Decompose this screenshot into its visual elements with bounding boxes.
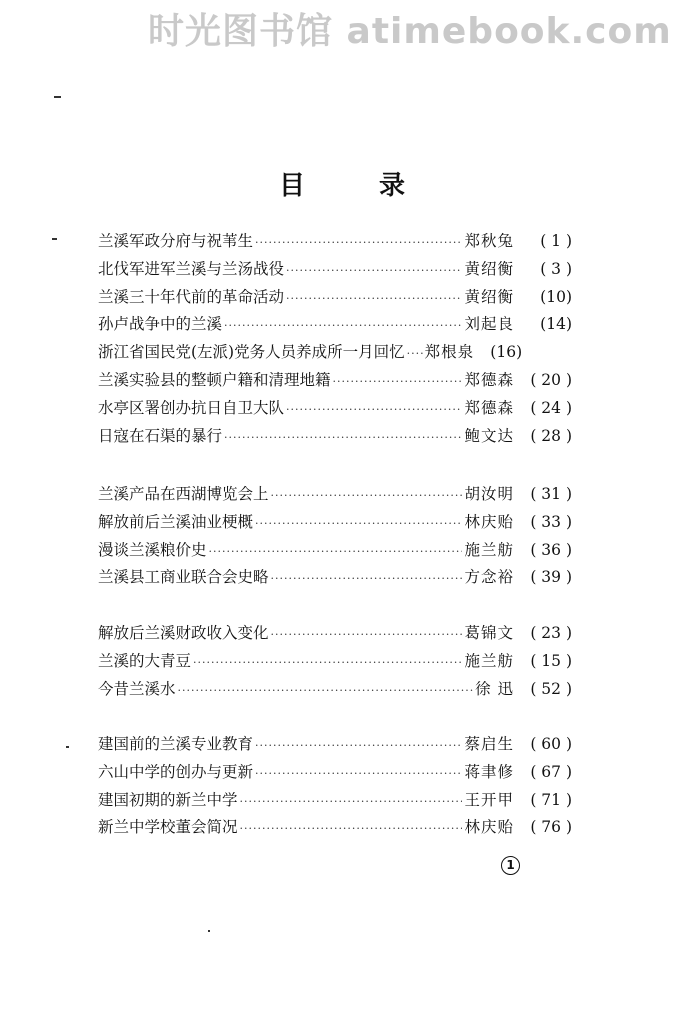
toc-author: 鲍文达 xyxy=(464,426,514,445)
dot-leader xyxy=(255,760,462,788)
toc-author: 郑德森 xyxy=(464,398,514,417)
watermark-text: 时光图书馆 atimebook.com xyxy=(148,11,672,52)
toc-title: 兰溪实验县的整顿户籍和清理地籍 xyxy=(98,370,331,389)
toc-title: 解放后兰溪财政收入变化 xyxy=(98,624,269,642)
toc-row[interactable] xyxy=(98,367,572,395)
toc-row[interactable] xyxy=(98,339,572,367)
toc-author: 郑秋兔 xyxy=(464,232,514,250)
toc-title: 兰溪军政分府与祝苇生 xyxy=(98,232,254,250)
scan-speck xyxy=(208,930,210,932)
toc-row[interactable] xyxy=(98,620,572,648)
toc-group-3 xyxy=(98,620,572,703)
toc-title: 浙江省国民党(左派)党务人员养成所一月回忆 xyxy=(98,343,405,362)
title-char-2: 录 xyxy=(379,171,406,201)
toc-title: 建国前的兰溪专业教育 xyxy=(98,735,254,753)
toc-title: 日寇在石渠的暴行 xyxy=(98,426,223,445)
toc-page: ( 15 ) xyxy=(530,651,572,670)
toc-page: ( 33 ) xyxy=(530,512,572,531)
toc-row[interactable] xyxy=(98,759,572,787)
toc-title: 兰溪三十年代前的革命活动 xyxy=(98,287,285,306)
dot-leader xyxy=(224,312,462,340)
dot-leader xyxy=(271,621,463,649)
scan-speck xyxy=(66,746,69,748)
toc-title: 建国初期的新兰中学 xyxy=(98,790,238,809)
toc-page: ( 28 ) xyxy=(530,426,572,445)
toc-group-4 xyxy=(98,731,572,842)
toc-title: 北伐军进军兰溪与兰汤战役 xyxy=(98,259,285,278)
toc-author: 王开甲 xyxy=(464,790,514,809)
toc-title: 解放前后兰溪油业梗概 xyxy=(98,512,254,531)
toc-row[interactable] xyxy=(98,787,572,815)
toc-row[interactable] xyxy=(98,509,572,537)
toc-row[interactable] xyxy=(98,648,572,676)
dot-leader xyxy=(407,340,423,368)
toc-title: 漫谈兰溪粮价史 xyxy=(98,540,207,559)
toc-author: 胡汝明 xyxy=(464,485,514,503)
toc-author: 徐 迅 xyxy=(475,679,514,698)
toc-title: 兰溪产品在西湖博览会上 xyxy=(98,485,269,503)
toc-row[interactable] xyxy=(98,311,572,339)
toc-title: 水亭区署创办抗日自卫大队 xyxy=(98,398,285,417)
toc-author: 郑德森 xyxy=(464,370,514,389)
toc-title: 今昔兰溪水 xyxy=(98,679,176,698)
toc-title: 孙卢战争中的兰溪 xyxy=(98,315,223,334)
toc-page: ( 24 ) xyxy=(530,398,572,417)
dot-leader xyxy=(333,368,463,396)
toc-author: 刘起良 xyxy=(464,315,514,334)
toc-row[interactable] xyxy=(98,731,572,759)
dot-leader xyxy=(193,649,462,677)
toc-page: ( 71 ) xyxy=(530,790,572,809)
toc-row[interactable] xyxy=(98,284,572,312)
toc-page: ( 36 ) xyxy=(530,540,572,559)
dot-leader xyxy=(224,424,462,452)
toc-row[interactable] xyxy=(98,256,572,284)
toc-row[interactable] xyxy=(98,814,572,842)
toc-page: ( 76 ) xyxy=(530,818,572,837)
title-char-1: 目 xyxy=(278,171,305,201)
toc-row[interactable] xyxy=(98,423,572,451)
dot-leader xyxy=(178,677,474,705)
toc-author: 林庆贻 xyxy=(464,512,514,531)
dot-leader xyxy=(286,257,462,285)
toc-row[interactable] xyxy=(98,481,572,509)
page-title xyxy=(0,168,684,204)
toc-row[interactable] xyxy=(98,395,572,423)
dot-leader xyxy=(209,538,463,566)
toc-title: 兰溪的大青豆 xyxy=(98,651,192,670)
page-number: 1 xyxy=(501,856,520,875)
toc-author: 黄绍衡 xyxy=(464,259,514,278)
dot-leader xyxy=(240,788,463,816)
toc-page: ( 52 ) xyxy=(530,679,572,698)
toc-page: ( 23 ) xyxy=(530,624,572,642)
scan-speck xyxy=(54,96,61,98)
toc-page: ( 3 ) xyxy=(540,259,572,278)
dot-leader xyxy=(286,285,462,313)
toc-page: ( 39 ) xyxy=(530,568,572,587)
dot-leader xyxy=(255,510,462,538)
toc-group-2 xyxy=(98,481,572,592)
toc-page: ( 67 ) xyxy=(530,762,572,781)
toc-title: 新兰中学校董会简况 xyxy=(98,818,238,837)
toc-author: 郑根泉 xyxy=(424,343,475,362)
dot-leader xyxy=(271,482,463,510)
toc-page: ( 1 ) xyxy=(540,232,572,250)
dot-leader xyxy=(286,396,462,424)
toc-page: (10) xyxy=(540,287,572,306)
toc-author: 黄绍衡 xyxy=(464,287,514,306)
toc-author: 林庆贻 xyxy=(464,818,514,837)
toc-row[interactable] xyxy=(98,676,572,704)
toc-author: 施兰舫 xyxy=(464,540,514,559)
dot-leader xyxy=(240,815,463,843)
toc-page: ( 20 ) xyxy=(530,370,572,389)
dot-leader xyxy=(255,732,462,760)
toc-page: (14) xyxy=(540,315,572,334)
toc-author: 施兰舫 xyxy=(464,651,514,670)
toc-author: 蒋聿修 xyxy=(464,762,514,781)
toc-row[interactable] xyxy=(98,228,572,256)
dot-leader xyxy=(255,229,462,257)
toc-page: ( 60 ) xyxy=(530,735,572,753)
toc-row[interactable] xyxy=(98,537,572,565)
toc-row[interactable] xyxy=(98,564,572,592)
toc-title: 兰溪县工商业联合会史略 xyxy=(98,568,269,587)
toc-author: 葛锦文 xyxy=(464,624,514,642)
toc-page: ( 31 ) xyxy=(530,485,572,503)
scan-speck xyxy=(52,238,57,240)
toc-title: 六山中学的创办与更新 xyxy=(98,762,254,781)
toc-author: 方念裕 xyxy=(464,568,514,587)
toc-author: 蔡启生 xyxy=(464,735,514,753)
dot-leader xyxy=(271,565,463,593)
toc-page: (16) xyxy=(490,343,523,362)
toc-group-1 xyxy=(98,228,572,450)
